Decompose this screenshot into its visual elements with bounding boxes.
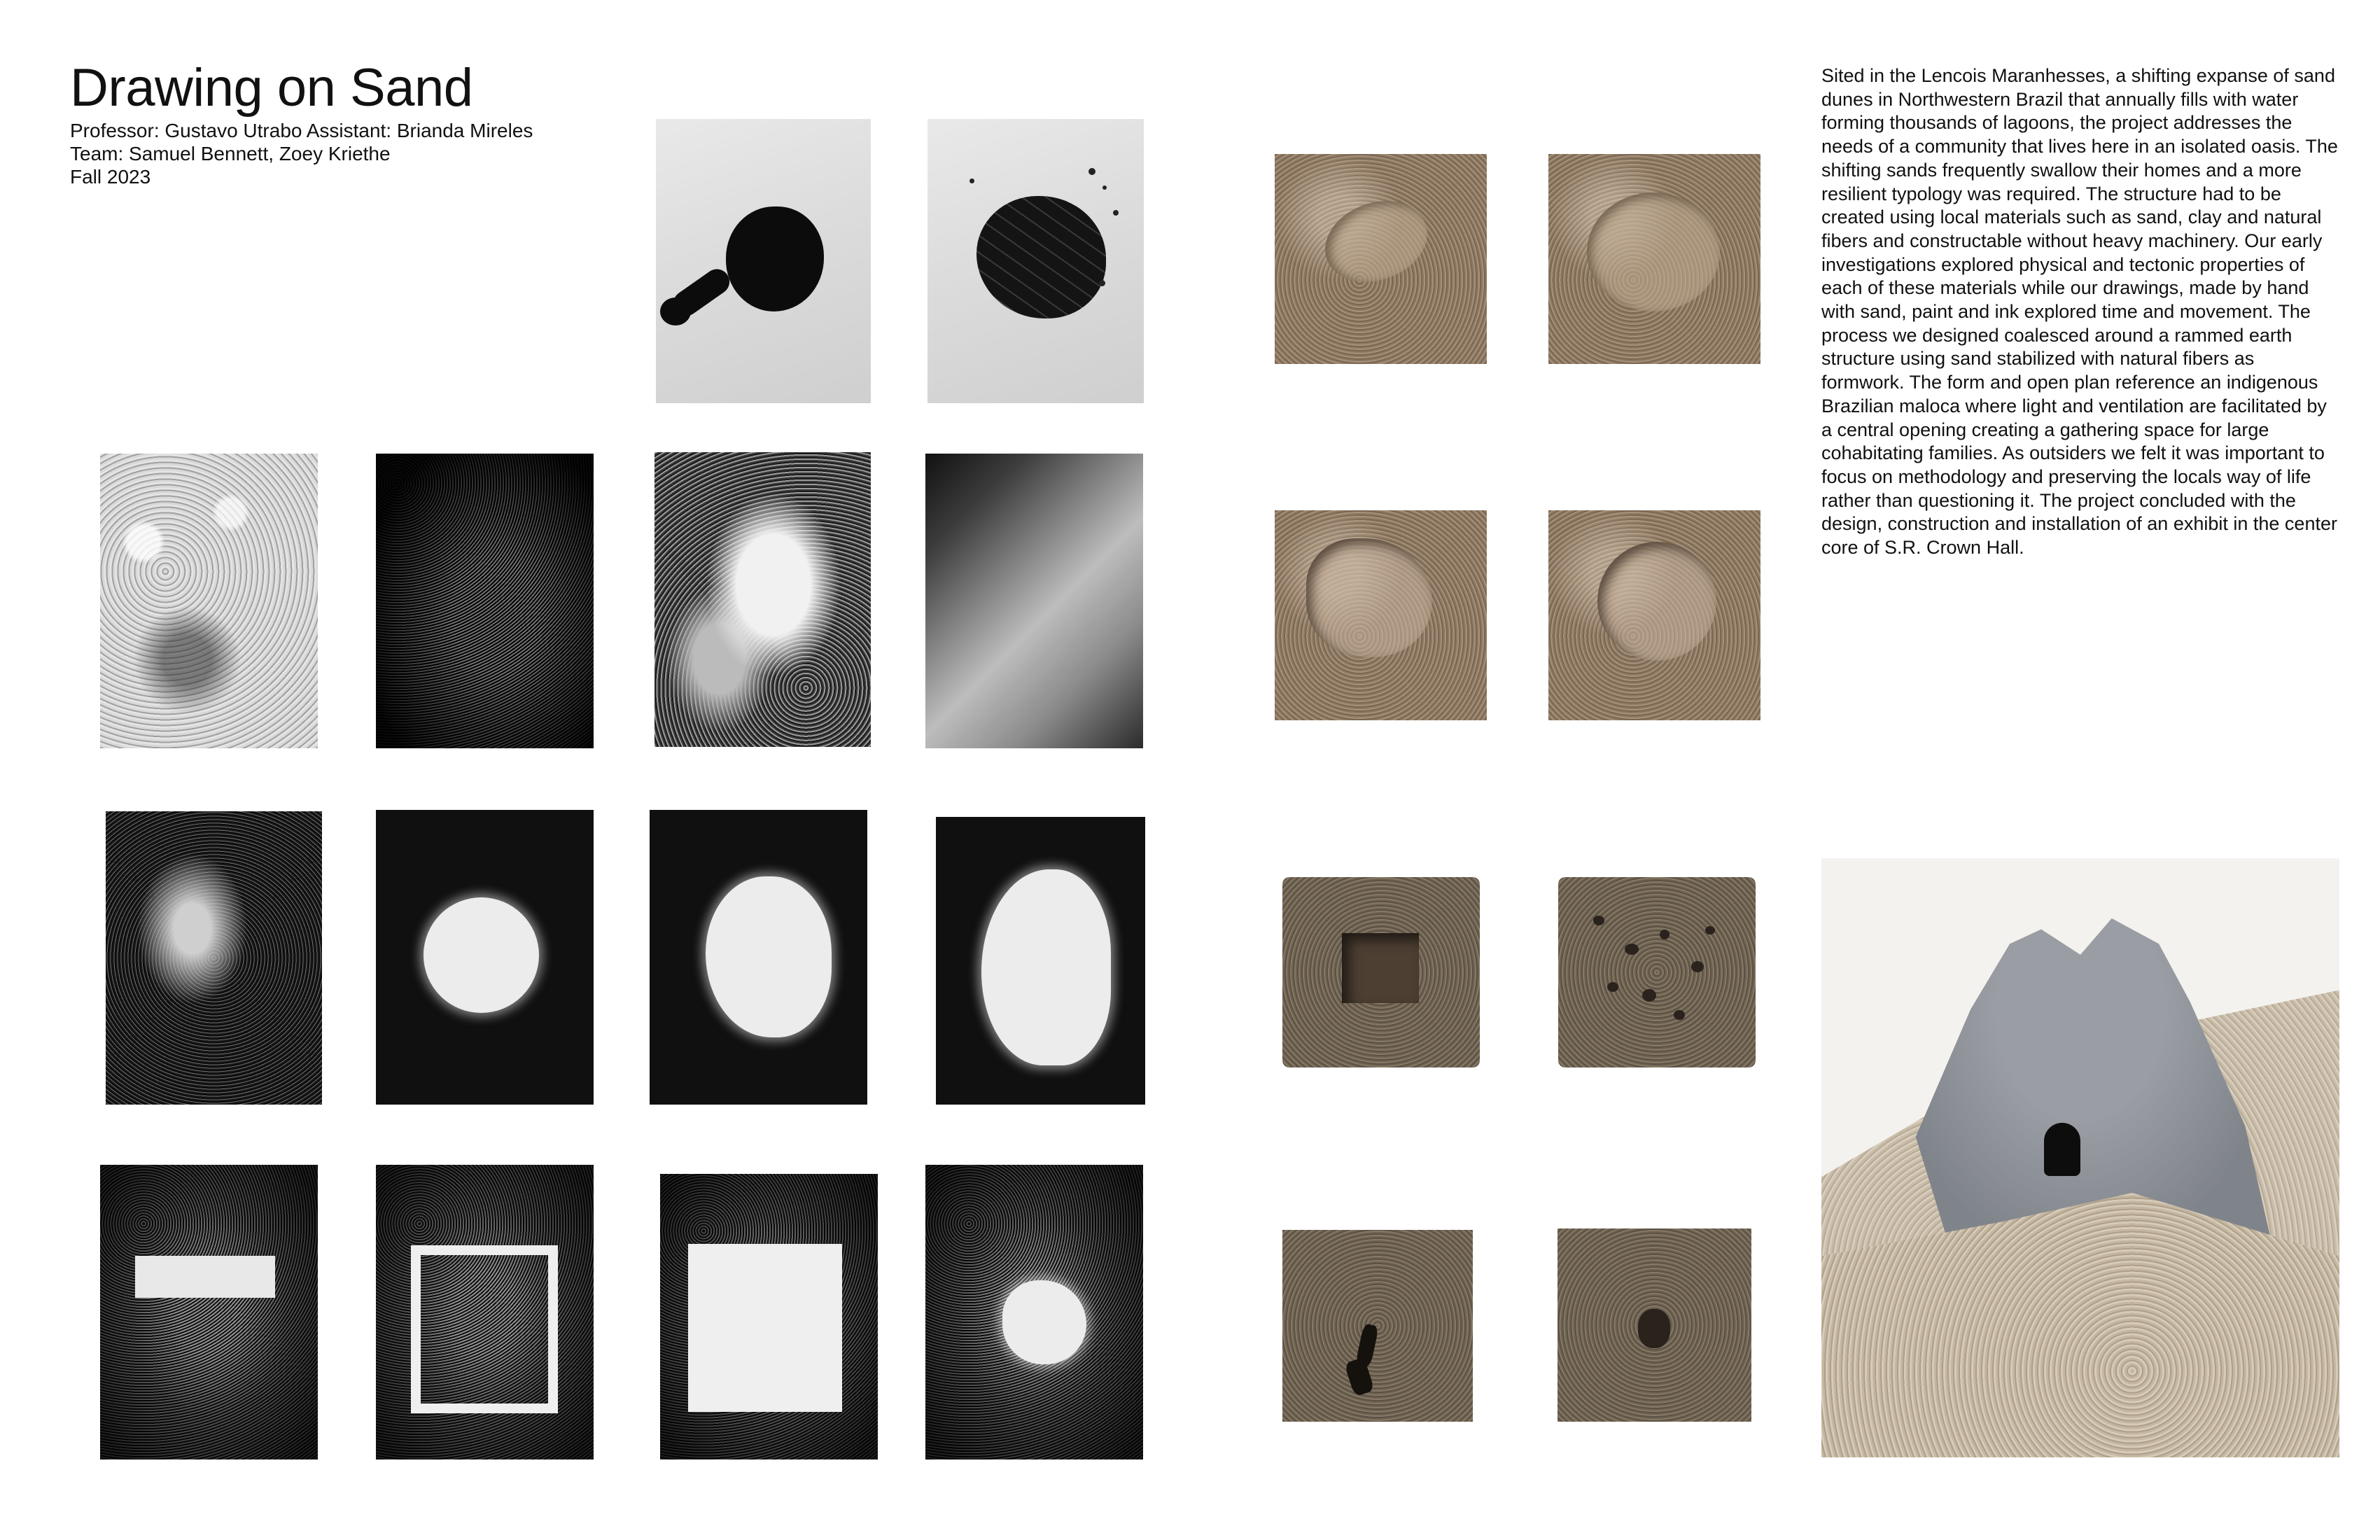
sand-drawing-r3-c4 [925,1165,1143,1460]
sand-drawing-r1-c2 [376,454,594,748]
sand-drawing-r1-c4 [925,454,1143,748]
sand-drawing-r2-c2 [376,810,594,1105]
page-title: Drawing on Sand [70,58,473,118]
maloca-model-photo [1821,858,2339,1457]
earth-block-crack [1282,1230,1473,1422]
sand-drawing-r3-c1 [100,1165,318,1460]
credits-line: Professor: Gustavo Utrabo Assistant: Brianda Mireles [70,120,533,141]
sand-tile-imprint-2 [1548,154,1760,364]
ink-drop-study-2 [927,119,1144,403]
sand-drawing-r2-c3 [650,810,867,1105]
team-line: Team: Samuel Bennett, Zoey Kriethe [70,143,391,164]
sand-drawing-r1-c1 [100,454,318,748]
sand-tile-crater-2 [1548,510,1760,720]
sand-drawing-r3-c2 [376,1165,594,1460]
earth-block-hole [1558,1228,1751,1422]
sand-drawing-r1-c3 [654,452,871,747]
earth-block-pitted [1558,877,1756,1068]
term-line: Fall 2023 [70,166,151,188]
sand-drawing-r2-c4 [936,817,1145,1105]
sand-tile-imprint-1 [1275,154,1487,364]
ink-drop-study-1 [656,119,871,403]
sand-drawing-r2-c1 [106,811,322,1105]
sand-tile-crater-1 [1275,510,1487,720]
sand-drawing-r3-c3 [660,1174,878,1460]
project-description: Sited in the Lencois Maranhesses, a shifting expanse of sand dunes in Northwestern Brazil that annually fills with water forming thousands of lagoons, the project addresses the needs of a community that lives here in an isolated oasis. The shifting sands frequently swallow their homes and a more resilient typology was required. The structure had to be created using local materials such as sand, clay and natural fibers and constructable without heavy machinery. Our early investigations explored physical and tectonic properties of each of these materials while our drawings, made by hand with sand, paint and ink explored time and movement. The process we designed coalesced around a rammed earth structure using sand stabilized with natural fibers as formwork. The form and open plan reference an indigenous Brazilian maloca where light and ventilation are facilitated by a central opening creating a gathering space for large cohabitating families. As outsiders we felt it was important to focus on methodology and preserving the locals way of life rather than questioning it. The project concluded with the design, construction and installation of an exhibit in the center core of S.R. Crown Hall. [1821,65,2338,559]
earth-block-square-hole [1282,877,1480,1068]
